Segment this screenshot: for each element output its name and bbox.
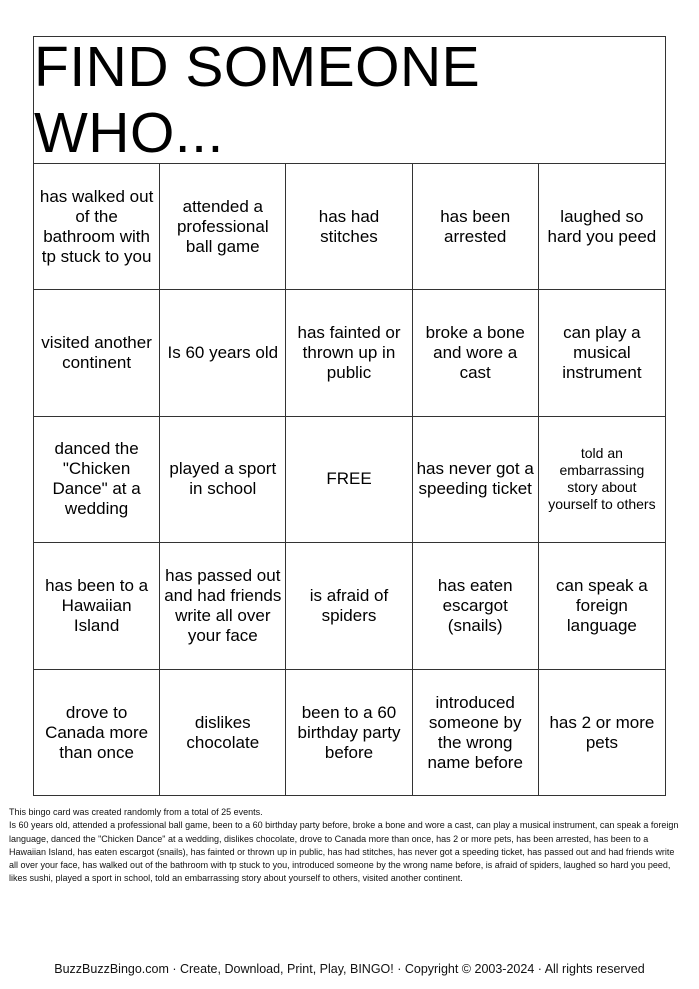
bingo-cell: attended a professional ball game	[160, 164, 286, 290]
bingo-cell: Is 60 years old	[160, 290, 286, 416]
bingo-grid	[34, 164, 665, 796]
bingo-cell: has walked out of the bathroom with tp stuck to you	[34, 164, 160, 290]
bingo-cell: played a sport in school	[160, 417, 286, 543]
bingo-cell: been to a 60 birthday party before	[286, 670, 412, 796]
bingo-cell: can speak a foreign language	[539, 543, 665, 669]
bingo-cell: introduced someone by the wrong name before	[413, 670, 539, 796]
card-title: FIND SOMEONE WHO...	[34, 37, 665, 164]
bingo-cell: drove to Canada more than once	[34, 670, 160, 796]
page-footer: BuzzBuzzBingo.com · Create, Download, Print, Play, BINGO! · Copyright © 2003-2024 · All rights reserved	[54, 962, 645, 976]
free-cell: FREE	[286, 417, 412, 543]
bingo-cell: has 2 or more pets	[549, 712, 655, 752]
bingo-cell: has eaten escargot (snails)	[413, 543, 539, 669]
bingo-cell: has fainted or thrown up in public	[286, 290, 412, 416]
bingo-cell: has been to a Hawaiian Island	[34, 543, 160, 669]
description-intro: This bingo card was created randomly from a total of 25 events.	[9, 807, 263, 817]
bingo-cell: broke a bone and wore a cast	[413, 290, 539, 416]
bingo-cell: has never got a speeding ticket	[413, 417, 539, 543]
card-description	[9, 806, 685, 886]
bingo-cell: told an embarrassing story about yourself to others	[539, 417, 665, 543]
bingo-card	[33, 36, 666, 796]
bingo-cell: has had stitches	[286, 164, 412, 290]
bingo-cell: dislikes chocolate	[160, 670, 286, 796]
bingo-cell: has been arrested	[413, 164, 539, 290]
bingo-cell: is afraid of spiders	[286, 543, 412, 669]
bingo-cell: danced the "Chicken Dance" at a wedding	[34, 417, 160, 543]
bingo-cell: has passed out and had friends write all over your face	[160, 543, 286, 669]
bingo-cell: laughed so hard you peed	[539, 164, 665, 290]
bingo-cell: can play a musical instrument	[539, 290, 665, 416]
description-events: Is 60 years old, attended a professional ball game, been to a 60 birthday party before, broke a bone and wore a cast, can play a musical instrument, can speak a foreign language, danced the "Chicken Dance" at a wedding, dislikes chocolate, drove to Canada more than once, has 2 or more pets, has been arrested, has been to a Hawaiian Island, has eaten escargot (snails), has fainted or thrown up in public, has had stitches, has never got a speeding ticket, has passed out and had friends write all over your face, has walked out of the bathroom with tp stuck to you, introduced someone by the wrong name before, is afraid of spiders, laughed so hard you peed, likes sushi, played a sport in school, told an embarrassing story about yourself to others, visited another continent.	[9, 820, 679, 884]
bingo-cell: visited another continent	[34, 290, 160, 416]
